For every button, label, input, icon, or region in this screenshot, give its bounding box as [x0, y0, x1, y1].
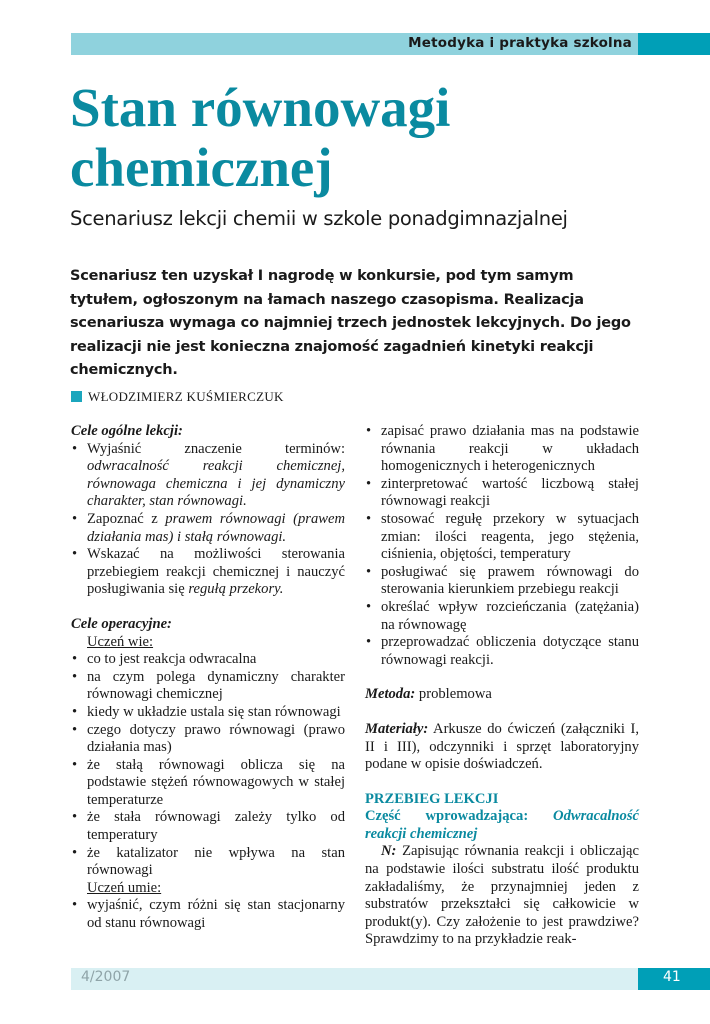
list-item: • Zapoznać z prawem równowagi (prawem działania mas) i stałą równowagi.	[71, 511, 345, 546]
goals-general-heading: Cele ogólne lekcji:	[71, 423, 183, 439]
footer-bar	[71, 968, 638, 990]
goals-operational-heading: Cele operacyjne:	[71, 615, 172, 632]
article-title	[70, 78, 450, 198]
method-line: Metoda: problemowa	[365, 686, 492, 703]
list-item: • Wskazać na możliwości sterowania przebiegiem reakcji chemicznej i nauczyć posługiwania się regułą przekory.	[71, 546, 345, 599]
title-line-2: chemicznej	[70, 137, 333, 198]
left-column	[71, 423, 345, 933]
list-item: • posługiwać się prawem równowagi do sterowania kierunkiem przebiegu reakcji	[365, 564, 639, 599]
list-item: • stosować regułę przekory w sytuacjach zmian: ilości reagenta, jego stężenia, ciśnienia, objętości, temperatury	[365, 511, 639, 564]
list-item: • określać wpływ rozcieńczania (zatężania) na równowagę	[365, 599, 639, 634]
list-item: • że stałą równowagi oblicza się na podstawie stężeń równowagowych w stałej temperaturze	[71, 757, 345, 810]
lead-paragraph: Scenariusz ten uzyskał I nagrodę w konkursie, pod tym samym tytułem, ogłoszonym na łamach naszego czasopisma. Realizacja scenariusza wymaga co najmniej trzech jednostek lekcyjnych. Do jego realizacji nie jest konieczna znajomość zagadnień kinetyki reakcji chemicznych.	[70, 268, 631, 378]
list-item: • zapisać prawo działania mas na podstawie równania reakcji w układach homogenicznych i heterogenicznych	[365, 423, 639, 476]
knows-label: Uczeń wie:	[87, 633, 154, 650]
header-tab	[638, 33, 710, 55]
part-heading: Część wprowadzająca: Odwracalność reakcji chemicznej	[365, 808, 639, 842]
section-name: Metodyka i praktyka szkolna	[408, 35, 632, 51]
list-item: • Wyjaśnić znaczenie terminów: odwracalność reakcji chemicznej, równowaga chemiczna i jej dynamiczny charakter, stan równowagi.	[71, 441, 345, 511]
body-paragraph: N: Zapisując równania reakcji i obliczając na podstawie ilości substratu ilość produktu zakładaliśmy, że przynajmniej jeden z substratów przekształci się całkowicie w produkt(y). Czy założenie to jest prawdziwe? Sprawdzimy to na przykładzie reak-	[365, 843, 639, 948]
list-item: • przeprowadzać obliczenia dotyczące stanu równowagi reakcji.	[365, 634, 639, 669]
list-item: • zinterpretować wartość liczbową stałej równowagi reakcji	[365, 476, 639, 511]
square-bullet-icon	[71, 391, 82, 402]
list-item: • czego dotyczy prawo równowagi (prawo działania mas)	[71, 722, 345, 757]
list-item: • że stała równowagi zależy tylko od temperatury	[71, 809, 345, 844]
article-subtitle: Scenariusz lekcji chemii w szkole ponadgimnazjalnej	[70, 207, 568, 230]
list-item: • kiedy w układzie ustala się stan równowagi	[71, 704, 345, 722]
section-heading: PRZEBIEG LEKCJI	[365, 790, 499, 807]
author-name: WŁODZIMIERZ KUŚMIERCZUK	[88, 389, 284, 404]
title-line-1: Stan równowagi	[70, 77, 451, 138]
right-column	[365, 423, 639, 949]
list-item: • co to jest reakcja odwracalna	[71, 651, 345, 669]
issue-number: 4/2007	[81, 969, 131, 985]
list-item: • na czym polega dynamiczny charakter równowagi chemicznej	[71, 669, 345, 704]
knows-list	[71, 651, 345, 880]
can-list	[71, 897, 345, 932]
list-item: • że katalizator nie wpływa na stan równowagi	[71, 845, 345, 880]
author-line	[71, 389, 284, 405]
page-number: 41	[663, 969, 681, 985]
can-label: Uczeń umie:	[87, 879, 162, 896]
list-item: • wyjaśnić, czym różni się stan stacjonarny od stanu równowagi	[71, 897, 345, 932]
can-list-continued	[365, 423, 639, 669]
general-goals-list	[71, 441, 345, 599]
materials-line: Materiały: Arkusze do ćwiczeń (załączniki I, II i III), odczynniki i sprzęt laboratoryjny podane w opisie doświadczeń.	[365, 720, 639, 773]
